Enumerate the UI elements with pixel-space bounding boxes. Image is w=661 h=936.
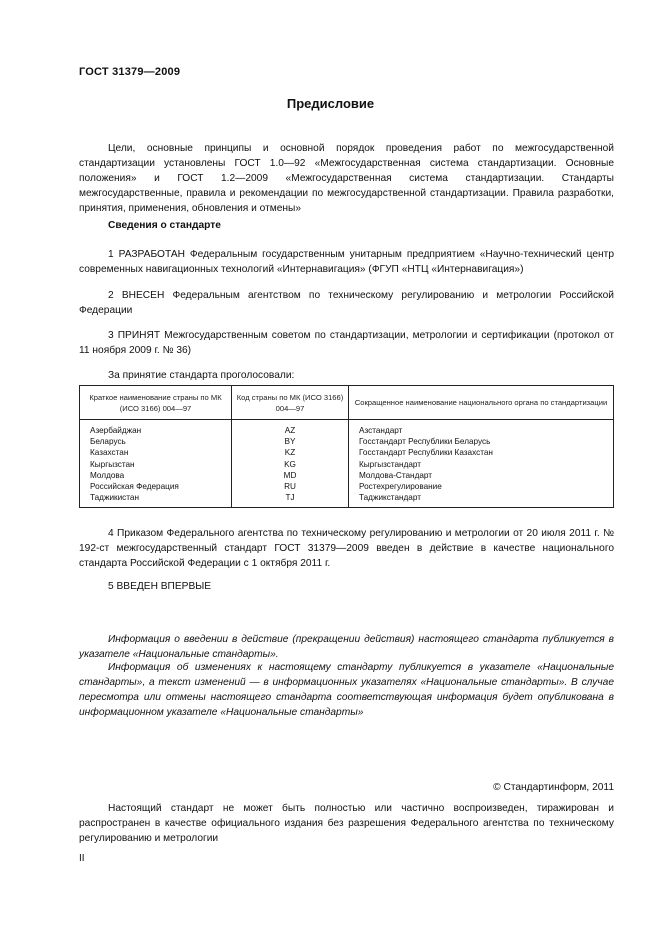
table-row bbox=[80, 492, 614, 508]
vote-caption: За принятие стандарта проголосовали: bbox=[108, 370, 295, 381]
standards-body: Таджикстандарт bbox=[349, 492, 614, 508]
country-code: MD bbox=[232, 470, 349, 481]
intro-paragraph: Цели, основные принципы и основной порядок проведения работ по межгосударственной стандартизации установлены ГОСТ 1.0—92 «Межгосударственная система стандартизации. Основные положения» и ГОСТ 1.2—2009 «Межгосударственная система стандартизации. Стандарты межгосударственные, правила и рекомендации по межгосударственной стандартизации. Правила разработки, принятия, применения, обновления и отмены» bbox=[79, 143, 614, 214]
country-code: RU bbox=[232, 481, 349, 492]
standards-body: Азстандарт bbox=[349, 420, 614, 437]
country-code: AZ bbox=[232, 420, 349, 437]
info-changes: Информация об изменениях к настоящему стандарту публикуется в указателе «Национальные стандарты», а текст изменений — в информационных указателях «Национальные стандарты». В случае пересмотра или отмены настоящего стандарта соответствующая информация будет опубликована в информационном указателе «Национальные стандарты» bbox=[79, 662, 614, 718]
item-introduced: 2 ВНЕСЕН Федеральным агентством по техническому регулированию и метрологии Российской Федерации bbox=[79, 290, 614, 316]
country-name: Казахстан bbox=[80, 447, 232, 458]
country-name: Беларусь bbox=[80, 436, 232, 447]
col-country-header: Краткое наименование страны по МК (ИСО 3166) 004—97 bbox=[80, 386, 232, 420]
standards-body: Госстандарт Республики Казахстан bbox=[349, 447, 614, 458]
table-row bbox=[80, 459, 614, 470]
page-title: Предисловие bbox=[286, 96, 375, 111]
document-header: ГОСТ 31379—2009 bbox=[79, 66, 181, 78]
info-publication: Информация о введении в действие (прекращении действия) настоящего стандарта публикуется в указателе «Национальные стандарты». bbox=[79, 634, 614, 660]
country-code: TJ bbox=[232, 492, 349, 508]
standards-body: Госстандарт Республики Беларусь bbox=[349, 436, 614, 447]
col-code-header: Код страны по МК (ИСО 3166) 004—97 bbox=[232, 386, 349, 420]
standards-body: Кыргызстандарт bbox=[349, 459, 614, 470]
table-row bbox=[80, 420, 614, 437]
country-name: Молдова bbox=[80, 470, 232, 481]
item-adopted: 3 ПРИНЯТ Межгосударственным советом по стандартизации, метрологии и сертификации (протокол от 11 ноября 2009 г. № 36) bbox=[79, 330, 614, 356]
table-header-row bbox=[80, 386, 614, 420]
country-name: Азербайджан bbox=[80, 420, 232, 437]
table-row bbox=[80, 481, 614, 492]
table-row bbox=[80, 447, 614, 458]
country-code: BY bbox=[232, 436, 349, 447]
copyright: © Стандартинформ, 2011 bbox=[493, 782, 614, 793]
item-put-in-force: 4 Приказом Федерального агентства по техническому регулированию и метрологии от 20 июля 2011 г. № 192-ст межгосударственный стандарт ГОСТ 31379—2009 введен в действие в качестве национального стандарта Российской Федерации с 1 октября 2011 г. bbox=[79, 528, 614, 569]
section-title: Сведения о стандарте bbox=[108, 220, 221, 231]
reproduction-notice: Настоящий стандарт не может быть полностью или частично воспроизведен, тиражирован и распространен в качестве официального издания без разрешения Федерального агентства по техническому регулированию и метрологии bbox=[79, 803, 614, 844]
country-code: KG bbox=[232, 459, 349, 470]
country-code: KZ bbox=[232, 447, 349, 458]
table-row bbox=[80, 436, 614, 447]
page-number: II bbox=[79, 853, 85, 864]
item-first-introduced: 5 ВВЕДЕН ВПЕРВЫЕ bbox=[108, 581, 212, 592]
standards-body: Ростехрегулирование bbox=[349, 481, 614, 492]
country-name: Российская Федерация bbox=[80, 481, 232, 492]
item-developed: 1 РАЗРАБОТАН Федеральным государственным унитарным предприятием «Научно-технический центр современных навигационных технологий «Интернавигация» (ФГУП «НТЦ «Интернавигация») bbox=[79, 249, 614, 275]
standards-body: Молдова-Стандарт bbox=[349, 470, 614, 481]
voting-table bbox=[79, 385, 614, 508]
col-body-header: Сокращенное наименование национального органа по стандартизации bbox=[349, 386, 614, 420]
country-name: Кыргызстан bbox=[80, 459, 232, 470]
country-name: Таджикистан bbox=[80, 492, 232, 508]
table-row bbox=[80, 470, 614, 481]
